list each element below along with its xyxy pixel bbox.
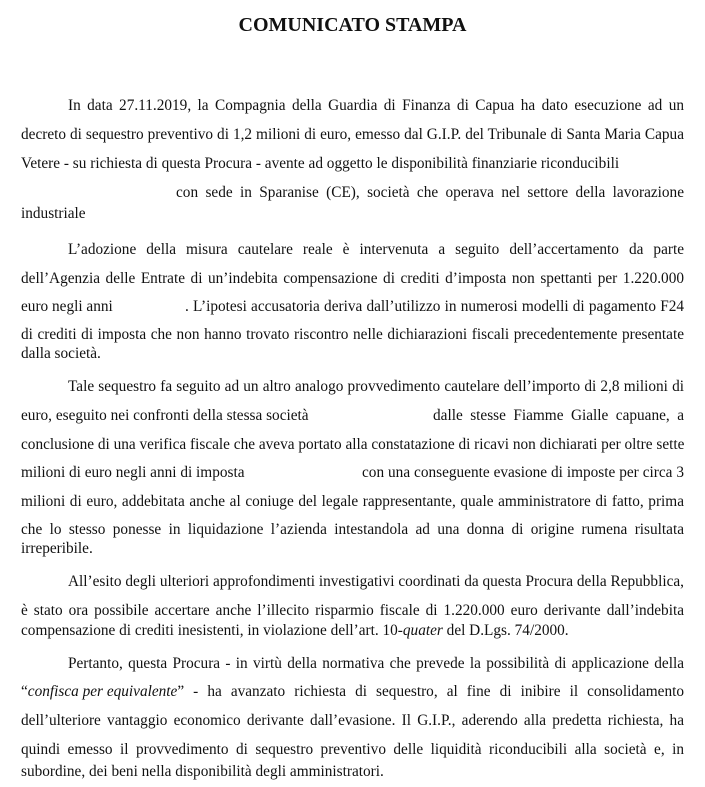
- text-line: con una conseguente evasione di imposte per circa 3: [362, 464, 684, 481]
- italic-term: confisca per equivalente: [27, 683, 178, 700]
- text-line: dell’Agenzia delle Entrate di un’indebita compensazione di crediti d’imposta non spettanti per 1.220.000: [21, 270, 684, 287]
- text-line: euro negli anni: [21, 298, 113, 315]
- text-line: L’adozione della misura cautelare reale è intervenuta a seguito dell’accertamento da parte: [68, 241, 684, 258]
- text-line: dalla società.: [21, 345, 101, 362]
- text-line: All’esito degli ulteriori approfondimenti investigativi coordinati da questa Procura della Repubblica,: [68, 573, 684, 590]
- text-line: milioni di euro, addebitata anche al coniuge del legale rappresentante, quale amministratore di fatto, prima: [21, 493, 684, 510]
- text-line: è stato ora possibile accertare anche l’illecito risparmio fiscale di 1.220.000 euro derivante dall’indebita: [21, 602, 684, 619]
- text-span: del D.Lgs. 74/2000.: [442, 622, 569, 639]
- text-line: euro, eseguito nei confronti della stessa società: [21, 407, 309, 424]
- text-line: Tale sequestro fa seguito ad un altro analogo provvedimento cautelare dell’importo di 2,8 milioni di: [68, 378, 684, 395]
- text-line: dalle stesse Fiamme Gialle capuane, a: [433, 407, 684, 424]
- text-line: In data 27.11.2019, la Compagnia della Guardia di Finanza di Capua ha dato esecuzione ad un: [68, 97, 684, 114]
- page-title: COMUNICATO STAMPA: [238, 14, 467, 36]
- text-line: [21, 683, 684, 701]
- text-line: di crediti di imposta che non hanno trovato riscontro nelle dichiarazioni fiscali precedentemente presentate: [21, 326, 684, 343]
- text-line: conclusione di una verifica fiscale che aveva portato alla constatazione di ricavi non dichiarati per oltre sette: [21, 436, 685, 453]
- text-line: che lo stesso ponesse in liquidazione l’azienda intestandola ad una donna di origine rumena risultata: [21, 521, 684, 538]
- text-line: dell’ulteriore vantaggio economico derivante dall’evasione. Il G.I.P., aderendo alla predetta richiesta, ha: [21, 712, 684, 729]
- text-line: Vetere - su richiesta di questa Procura - avente ad oggetto le disponibilità finanziarie riconducibili: [21, 155, 620, 172]
- text-line: industriale: [21, 205, 86, 222]
- text-span: ” - ha avanzato richiesta di sequestro, al fine di inibire il consolidamento: [177, 683, 684, 700]
- text-line: . L’ipotesi accusatoria deriva dall’utilizzo in numerosi modelli di pagamento F24: [185, 298, 684, 315]
- text-line: decreto di sequestro preventivo di 1,2 milioni di euro, emesso dal G.I.P. del Tribunale di Santa Maria Capua: [21, 126, 684, 143]
- text-line: quindi emesso il provvedimento di sequestro preventivo delle liquidità riconducibili alla società e, in: [21, 741, 684, 758]
- italic-term: quater: [402, 622, 443, 639]
- text-line: [21, 622, 684, 640]
- open-quote: “: [21, 683, 28, 700]
- text-line: Pertanto, questa Procura - in virtù della normativa che prevede la possibilità di applicazione della: [68, 655, 684, 672]
- text-line: subordine, dei beni nella disponibilità degli amministratori.: [21, 763, 384, 780]
- text-line: milioni di euro negli anni di imposta: [21, 464, 245, 481]
- text-line: irreperibile.: [21, 540, 93, 557]
- text-line: con sede in Sparanise (CE), società che operava nel settore della lavorazione: [176, 184, 684, 201]
- text-span: compensazione di crediti inesistenti, in violazione dell’art. 10-: [21, 622, 403, 639]
